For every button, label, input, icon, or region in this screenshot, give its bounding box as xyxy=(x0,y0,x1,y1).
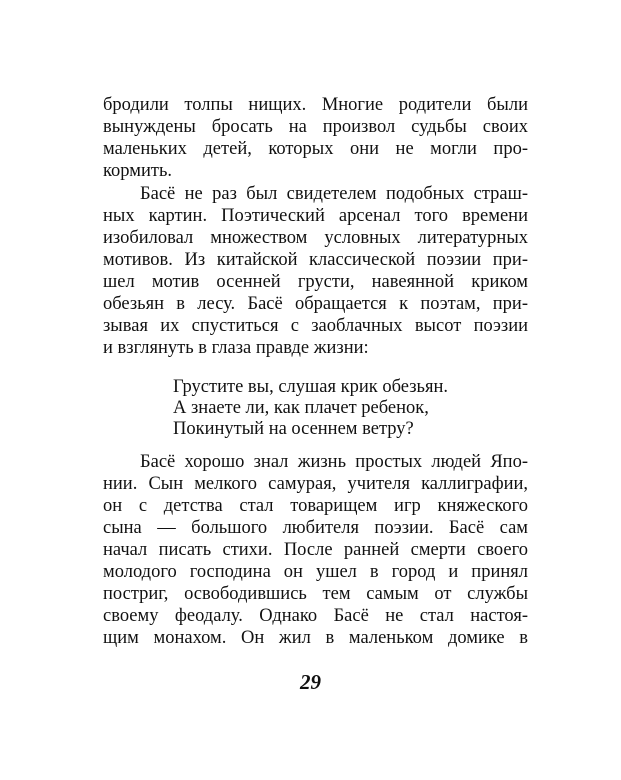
poem-line: А знаете ли, как плачет ребенок, xyxy=(173,398,429,418)
text-line: мотивов. Из китайской классической поэзии при- xyxy=(103,250,528,270)
text-line: своему феодалу. Однако Басё не стал настоя- xyxy=(103,606,528,626)
poem-line: Покинутый на осеннем ветру? xyxy=(173,419,414,439)
text-line: обезьян в лесу. Басё обращается к поэтам, при- xyxy=(103,294,528,314)
text-line: постриг, освободившись тем самым от службы xyxy=(103,584,528,604)
paragraph-2 xyxy=(103,183,528,359)
page-number: 29 xyxy=(300,670,321,694)
text-line: он с детства стал товарищем игр княжеского xyxy=(103,496,528,516)
text-line: ных картин. Поэтический арсенал того времени xyxy=(103,206,528,226)
paragraph-3 xyxy=(103,451,528,649)
text-line: зывая их спуститься с заоблачных высот поэзии xyxy=(103,316,528,336)
paragraph-1 xyxy=(103,94,528,182)
text-line: щим монахом. Он жил в маленьком домике в xyxy=(103,628,528,648)
text-line: кормить. xyxy=(103,161,173,181)
text-line: начал писать стихи. После ранней смерти своего xyxy=(103,540,528,560)
text-line: и взглянуть в глаза правде жизни: xyxy=(103,338,369,358)
text-line: вынуждены бросать на произвол судьбы своих xyxy=(103,117,528,137)
poem-quote xyxy=(173,377,448,440)
text-line: молодого господина он ушел в город и принял xyxy=(103,562,528,582)
poem-line: Грустите вы, слушая крик обезьян. xyxy=(173,377,448,397)
text-line: шел мотив осенней грусти, навеянной криком xyxy=(103,272,528,292)
text-line: маленьких детей, которых они не могли про- xyxy=(103,139,528,159)
text-line: бродили толпы нищих. Многие родители были xyxy=(103,95,528,115)
text-line: нии. Сын мелкого самурая, учителя каллиграфии, xyxy=(103,474,528,494)
text-line: Басё хорошо знал жизнь простых людей Япо- xyxy=(140,452,528,472)
text-line: изобиловал множеством условных литературных xyxy=(103,228,528,248)
text-line: сына — большого любителя поэзии. Басё сам xyxy=(103,518,528,538)
text-line: Басё не раз был свидетелем подобных страш- xyxy=(140,184,528,204)
